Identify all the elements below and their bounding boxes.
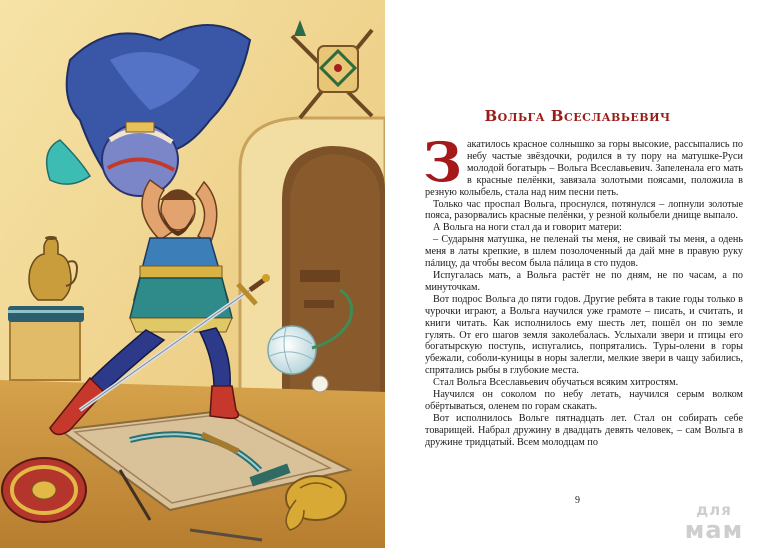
- paragraph: Испугалась мать, а Вольга растёт не по дням, не по часам, а по минуточкам.: [425, 269, 743, 293]
- paragraph: Закатилось красное солнышко за горы высокие, рассыпались по небу частые звёздочки, родился в ту пору на матушке-Руси молодой богатырь – Вольга Всеславьевич. Запеленала его мать в красные пелёнки, завязала золотыми поясами, положила в резную колыбель, стала над ним песни петь.: [423, 130, 743, 198]
- paragraph: – Сударыня матушка, не пеленай ты меня, не свивай ты меня, а одень меня в латы крепкие, в шлем позолоченный да дай мне в правую руку пáлицу, да чтобы весом была пáлица в сто пудов.: [425, 234, 743, 270]
- paragraph: Научился он соколом по небу летать, научился серым волком обёртываться, оленем по горам скакать.: [425, 389, 743, 412]
- paragraph: А Вольга на ноги стал да и говорит матери:: [433, 222, 622, 234]
- lifted-figure: [102, 122, 178, 196]
- watermark-top: для: [696, 501, 732, 519]
- page-number: 9: [575, 495, 580, 506]
- paragraph: Вот подрос Вольга до пяти годов. Другие ребята в такие годы только в чурочки играют, а Вольга научился уже грамоте – писать, и считать, и книги читать. Как исполнилось ему шесть лет, пошёл он по земле гулять. От его шагов земля заколебалась. Услыхали звери и птицы его богатырскую поступь, испугались, попрятались. Туры-олени в горы убежали, соболи-куницы в норы залегли, мелкие звери в чащу забились, спрятались рыбы в глубокие места.: [425, 293, 743, 377]
- watermark-logo: [672, 503, 756, 542]
- page-title: Вольга Всеславьевич: [484, 107, 671, 125]
- paragraph: Вот исполнилось Вольге пятнадцать лет. Стал он собирать себе товарищей. Набрал дружину в двадцать девять человек, – сам Вольга в дружине тридцатый. Всем молодцам по: [425, 412, 743, 448]
- text-page: [385, 0, 770, 548]
- shelf: [10, 320, 80, 380]
- watermark-bottom: мам: [684, 516, 744, 544]
- body-text: [423, 130, 743, 449]
- paragraph: Только час проспал Вольга, проснулся, потянулся – лопнули золотые пояса, разорвались красные пелёнки, у резной колыбели днище выпало.: [425, 198, 743, 222]
- shield-icon: [2, 458, 86, 522]
- drop-cap: З: [423, 130, 462, 194]
- paragraph: Стал Вольга Всеславьевич обучаться всяким хитростям.: [433, 377, 679, 389]
